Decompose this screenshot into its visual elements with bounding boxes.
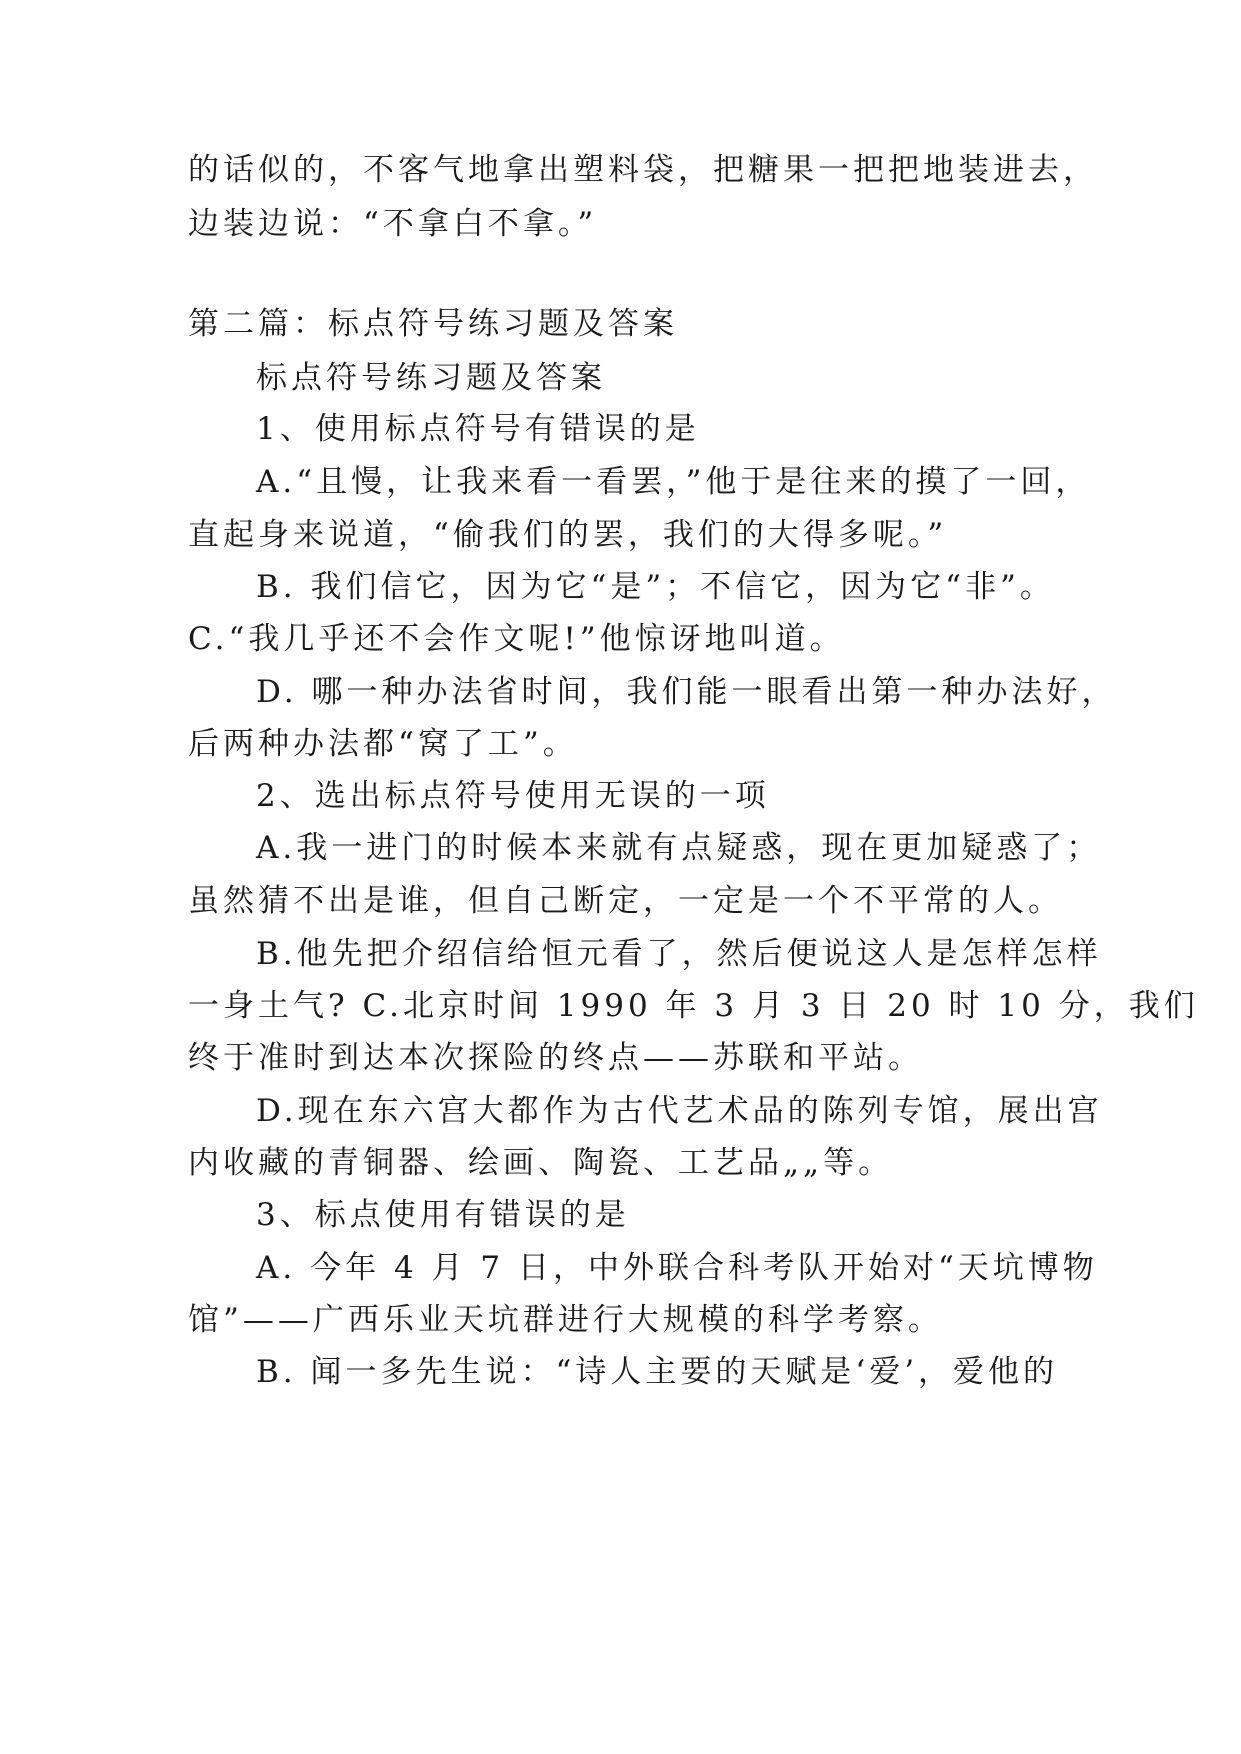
intro-line-2: 边装边说：“不拿白不拿。” [188,206,598,242]
q2-option-d-line-1: D.现在东六宫大都作为古代艺术品的陈列专馆，展出宫 [256,1093,1103,1129]
q3-option-b-line-1: B. 闻一多先生说：“诗人主要的天赋是‘爱’，爱他的 [256,1354,1059,1390]
q3-option-a-line-2: 馆”——广西乐业天坑群进行大规模的科学考察。 [188,1302,943,1338]
q1-option-a-line-1: A.“且慢，让我来看一看罢，”他于是往来的摸了一回， [256,464,1091,500]
q2-option-b-line-1: B.他先把介绍信给恒元看了，然后便说这人是怎样怎样 [256,936,1102,972]
q2-option-c-line: 终于准时到达本次探险的终点——苏联和平站。 [188,1040,923,1076]
q1-option-a-line-2: 直起身来说道，“偷我们的罢，我们的大得多呢。” [188,517,948,553]
q1-option-d-line-2: 后两种办法都“窝了工”。 [188,726,578,762]
q3-option-a-line-1: A. 今年 4 月 7 日，中外联合科考队开始对“天坑博物 [256,1250,1098,1286]
section-subtitle: 标点符号练习题及答案 [256,360,606,396]
q2-option-b-line-2: 一身土气? C.北京时间 1990 年 3 月 3 日 20 时 10 分，我们 [188,988,1199,1024]
q1-option-c: C.“我几乎还不会作文呢!”他惊讶地叫道。 [188,621,845,657]
q2-stem: 2、选出标点符号使用无误的一项 [256,778,770,814]
section-heading: 第二篇：标点符号练习题及答案 [188,306,678,342]
q1-option-d-line-1: D. 哪一种办法省时间，我们能一眼看出第一种办法好， [256,674,1117,710]
q2-option-a-line-2: 虽然猜不出是谁，但自己断定，一定是一个不平常的人。 [188,883,1063,919]
q2-option-a-line-1: A.我一进门的时候本来就有点疑惑，现在更加疑惑了； [256,830,1102,866]
q3-stem: 3、标点使用有错误的是 [256,1197,630,1233]
q1-option-b: B. 我们信它，因为它“是”；不信它，因为它“非”。 [256,569,1055,605]
q1-stem: 1、使用标点符号有错误的是 [256,411,700,447]
q2-option-d-line-2: 内收藏的青铜器、绘画、陶瓷、工艺品„„等。 [188,1145,894,1181]
intro-line-1: 的话似的，不客气地拿出塑料袋，把糖果一把把地装进去， [188,152,1098,188]
